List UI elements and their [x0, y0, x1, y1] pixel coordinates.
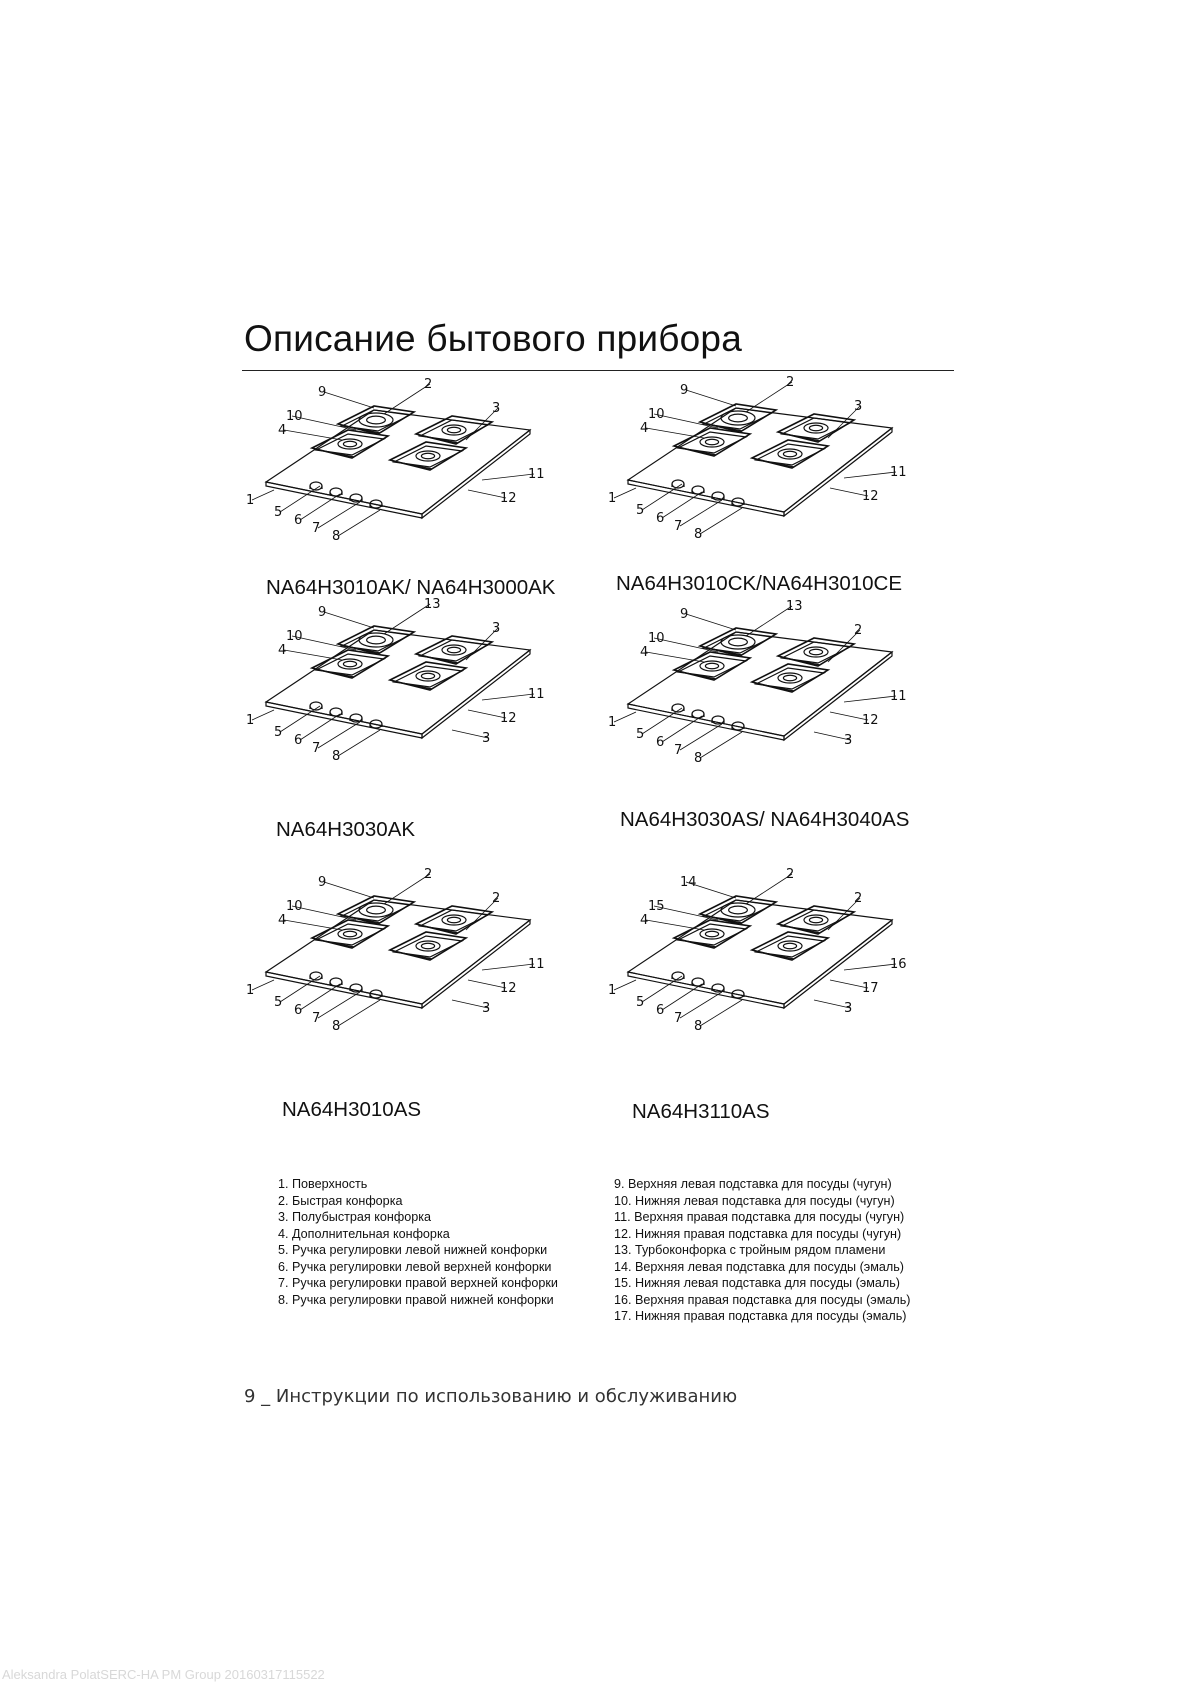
hob-drawing: [598, 375, 928, 578]
control-knob: [330, 488, 342, 496]
hob-surface-edge: [628, 972, 784, 1008]
pan-support-bar: [418, 925, 458, 933]
callout-leader: [284, 920, 342, 930]
watermark: Aleksandra PolatSERC-HA PM Group 20160317115522: [2, 1667, 325, 1682]
callout-leader: [844, 964, 896, 970]
callout-leader: [324, 882, 374, 898]
burner-ring: [804, 423, 828, 433]
callout-leader: [614, 980, 636, 990]
callout-leader: [680, 724, 722, 750]
callout-number: 8: [694, 527, 703, 542]
hob-surface-edge: [266, 972, 422, 1008]
callout-number: 11: [528, 957, 545, 972]
burner-cap: [367, 416, 386, 424]
model-label-2: NA64H3010CK/NA64H3010CE: [616, 572, 903, 595]
burner-cap: [367, 906, 386, 914]
burner-cap: [343, 441, 356, 447]
callout-leader: [300, 494, 340, 520]
callout-number: 5: [274, 995, 283, 1010]
callout-leader: [614, 712, 636, 722]
callout-number: 9: [318, 385, 327, 400]
callout-leader: [300, 984, 340, 1010]
burner-cap: [447, 917, 460, 923]
burner-cap: [783, 675, 796, 681]
callout-number: 2: [854, 891, 863, 906]
callout-leader: [662, 492, 702, 518]
burner-ring: [359, 903, 393, 917]
callout-number: 9: [680, 383, 689, 398]
callout-number: 6: [656, 511, 665, 526]
pan-support-bar: [754, 459, 794, 467]
burner-ring: [442, 645, 466, 655]
callout-number: 10: [286, 899, 303, 914]
legend-item: 10. Нижняя левая подставка для посуды (чугун): [614, 1193, 895, 1208]
callout-number: 3: [492, 621, 501, 636]
burner-ring: [338, 439, 362, 449]
burner-cap: [783, 943, 796, 949]
legend-item: 3. Полубыстрая конфорка: [278, 1210, 431, 1224]
callout-number: 4: [278, 913, 287, 928]
burner-cap: [809, 425, 822, 431]
callout-number: 5: [274, 505, 283, 520]
burner-cap: [421, 673, 434, 679]
callout-number: 4: [640, 645, 649, 660]
model-label-3: NA64H3030AK: [276, 818, 416, 841]
callout-leader: [318, 502, 360, 528]
callout-leader: [646, 920, 704, 930]
burner-ring: [804, 647, 828, 657]
pan-support-bar: [676, 939, 716, 947]
callout-number: 4: [640, 913, 649, 928]
callout-number: 5: [636, 995, 645, 1010]
hob-drawing: [598, 599, 928, 802]
page-footer: 9 _ Инструкции по использованию и обслуживанию: [244, 1386, 738, 1407]
burner-cap: [729, 906, 748, 914]
callout-number: 8: [332, 749, 341, 764]
legend-item: 1. Поверхность: [278, 1177, 368, 1191]
burner-cap: [343, 931, 356, 937]
legend-item: 5. Ручка регулировки левой нижней конфорки: [278, 1243, 548, 1257]
burner-cap: [705, 931, 718, 937]
control-knob: [692, 978, 704, 986]
pan-support-bar: [754, 683, 794, 691]
callout-number: 6: [656, 1003, 665, 1018]
model-label-6: NA64H3110AS: [632, 1100, 770, 1123]
legend-item: 9. Верхняя левая подставка для посуды (чугун): [614, 1177, 892, 1191]
callout-number: 9: [318, 875, 327, 890]
burner-ring: [804, 915, 828, 925]
callout-number: 16: [890, 957, 907, 972]
callout-number: 2: [424, 867, 433, 882]
burner-ring: [416, 941, 440, 951]
callout-number: 1: [608, 491, 617, 506]
callout-number: 2: [854, 623, 863, 638]
callout-number: 9: [680, 607, 689, 622]
callout-leader: [646, 652, 704, 662]
hob-drawing: [236, 597, 566, 800]
hob-surface-edge: [266, 702, 422, 738]
callout-leader: [338, 730, 380, 756]
burner-cap: [729, 638, 748, 646]
legend-item: 15. Нижняя левая подставка для посуды (эмаль): [614, 1276, 900, 1290]
callout-leader: [318, 722, 360, 748]
pan-support-bar: [314, 669, 354, 677]
callout-number: 3: [482, 1001, 491, 1016]
pan-support-bar: [314, 449, 354, 457]
callout-number: 10: [286, 409, 303, 424]
burner-ring: [700, 661, 724, 671]
hob-drawing: [598, 867, 928, 1070]
burner-ring: [778, 673, 802, 683]
legend-item: 13. Турбоконфорка с тройным рядом пламени: [614, 1243, 886, 1257]
legend-item: 17. Нижняя правая подставка для посуды (эмаль): [614, 1309, 907, 1323]
page-title: Описание бытового прибора: [244, 318, 742, 359]
legend-right: [614, 1176, 910, 1325]
callout-number: 15: [648, 899, 665, 914]
callout-leader: [300, 714, 340, 740]
callout-number: 8: [694, 751, 703, 766]
burner-ring: [721, 635, 755, 649]
burner-ring: [721, 903, 755, 917]
pan-support-bar: [780, 657, 820, 665]
legend-item: 2. Быстрая конфорка: [278, 1193, 403, 1208]
callout-number: 7: [312, 741, 321, 756]
callout-number: 3: [844, 1001, 853, 1016]
burner-ring: [700, 929, 724, 939]
callout-leader: [844, 472, 896, 478]
callout-number: 6: [656, 735, 665, 750]
pan-support-bar: [392, 681, 432, 689]
control-knob: [692, 710, 704, 718]
callout-leader: [318, 992, 360, 1018]
callout-leader: [662, 716, 702, 742]
callout-leader: [680, 992, 722, 1018]
callout-number: 7: [312, 1011, 321, 1026]
hob-figure-6: [598, 867, 928, 1070]
burner-cap: [783, 451, 796, 457]
legend-item: 12. Нижняя правая подставка для посуды (чугун): [614, 1226, 902, 1241]
pan-support-bar: [418, 655, 458, 663]
hob-figure-3: [236, 597, 566, 800]
pan-support-bar: [392, 461, 432, 469]
hob-figure-1: [236, 377, 566, 580]
pan-support-bar: [676, 671, 716, 679]
callout-leader: [680, 500, 722, 526]
callout-number: 3: [482, 731, 491, 746]
pan-support-bar: [676, 447, 716, 455]
callout-leader: [252, 490, 274, 500]
callout-number: 17: [862, 981, 879, 996]
burner-cap: [421, 453, 434, 459]
callout-number: 6: [294, 513, 303, 528]
legend-item: 14. Верхняя левая подставка для посуды (эмаль): [614, 1259, 904, 1274]
pan-support-bar: [780, 925, 820, 933]
hob-drawing: [236, 867, 566, 1070]
hob-surface-edge: [628, 704, 784, 740]
callout-number: 1: [608, 715, 617, 730]
hob-surface-edge: [628, 480, 784, 516]
pan-support-bar: [754, 951, 794, 959]
legend-left: [278, 1176, 558, 1308]
callout-leader: [844, 696, 896, 702]
burner-ring: [338, 929, 362, 939]
burner-cap: [447, 647, 460, 653]
callout-leader: [284, 650, 342, 660]
callout-leader: [614, 488, 636, 498]
hob-figure-4: [598, 599, 928, 802]
burner-cap: [705, 439, 718, 445]
burner-ring: [778, 449, 802, 459]
callout-number: 11: [528, 687, 545, 702]
callout-leader: [686, 614, 736, 630]
callout-number: 3: [854, 399, 863, 414]
callout-leader: [646, 428, 704, 438]
pan-support-bar: [780, 433, 820, 441]
callout-leader: [700, 1000, 742, 1026]
legend-item: 8. Ручка регулировки правой нижней конфорки: [278, 1292, 554, 1307]
callout-leader: [662, 984, 702, 1010]
burner-cap: [705, 663, 718, 669]
legend-item: 11. Верхняя правая подставка для посуды (чугун): [614, 1210, 905, 1224]
callout-number: 5: [636, 727, 645, 742]
control-knob: [330, 708, 342, 716]
legend-item: 4. Дополнительная конфорка: [278, 1226, 450, 1241]
burner-cap: [367, 636, 386, 644]
pan-support-bar: [418, 435, 458, 443]
callout-number: 1: [608, 983, 617, 998]
hob-figure-2: [598, 375, 928, 578]
callout-number: 8: [332, 1019, 341, 1034]
callout-number: 12: [862, 713, 879, 728]
callout-number: 11: [890, 689, 907, 704]
hob-figure-5: [236, 867, 566, 1070]
callout-number: 8: [694, 1019, 703, 1034]
legend-item: 6. Ручка регулировки левой верхней конфорки: [278, 1259, 552, 1274]
callout-number: 6: [294, 733, 303, 748]
burner-cap: [809, 917, 822, 923]
burner-ring: [721, 411, 755, 425]
callout-number: 5: [274, 725, 283, 740]
burner-ring: [442, 915, 466, 925]
callout-number: 6: [294, 1003, 303, 1018]
callout-number: 3: [844, 733, 853, 748]
callout-number: 11: [890, 465, 907, 480]
legend-item: 7. Ручка регулировки правой верхней конфорки: [278, 1276, 558, 1290]
burner-cap: [447, 427, 460, 433]
burner-cap: [343, 661, 356, 667]
pan-support-bar: [314, 939, 354, 947]
callout-number: 3: [492, 401, 501, 416]
burner-ring: [359, 413, 393, 427]
callout-leader: [252, 980, 274, 990]
callout-number: 12: [500, 491, 517, 506]
burner-ring: [778, 941, 802, 951]
callout-number: 13: [424, 597, 441, 612]
burner-ring: [442, 425, 466, 435]
callout-number: 7: [674, 1011, 683, 1026]
callout-number: 2: [492, 891, 501, 906]
control-knob: [330, 978, 342, 986]
callout-number: 7: [674, 519, 683, 534]
burner-cap: [809, 649, 822, 655]
callout-leader: [482, 694, 534, 700]
callout-leader: [338, 1000, 380, 1026]
callout-number: 10: [286, 629, 303, 644]
callout-number: 5: [636, 503, 645, 518]
callout-leader: [284, 430, 342, 440]
callout-number: 12: [500, 711, 517, 726]
callout-number: 4: [640, 421, 649, 436]
callout-leader: [700, 508, 742, 534]
callout-leader: [700, 732, 742, 758]
control-knob: [692, 486, 704, 494]
callout-number: 10: [648, 407, 665, 422]
callout-number: 10: [648, 631, 665, 646]
callout-number: 2: [786, 375, 795, 390]
callout-number: 12: [862, 489, 879, 504]
callout-number: 11: [528, 467, 545, 482]
callout-number: 7: [674, 743, 683, 758]
callout-leader: [338, 510, 380, 536]
hob-drawing: [236, 377, 566, 580]
callout-number: 2: [786, 867, 795, 882]
burner-ring: [416, 451, 440, 461]
callout-number: 13: [786, 599, 803, 614]
callout-number: 4: [278, 423, 287, 438]
callout-leader: [324, 392, 374, 408]
callout-leader: [324, 612, 374, 628]
burner-ring: [416, 671, 440, 681]
burner-cap: [421, 943, 434, 949]
callout-leader: [686, 390, 736, 406]
burner-cap: [729, 414, 748, 422]
callout-leader: [482, 474, 534, 480]
pan-support-bar: [392, 951, 432, 959]
hob-surface-edge: [266, 482, 422, 518]
burner-ring: [338, 659, 362, 669]
callout-number: 1: [246, 983, 255, 998]
burner-ring: [359, 633, 393, 647]
callout-number: 9: [318, 605, 327, 620]
model-label-5: NA64H3010AS: [282, 1098, 422, 1121]
callout-leader: [252, 710, 274, 720]
callout-number: 14: [680, 875, 697, 890]
title-divider: [242, 370, 954, 371]
callout-number: 7: [312, 521, 321, 536]
callout-number: 8: [332, 529, 341, 544]
callout-number: 12: [500, 981, 517, 996]
callout-number: 1: [246, 713, 255, 728]
callout-number: 4: [278, 643, 287, 658]
model-label-1: NA64H3010AK/ NA64H3000AK: [266, 576, 556, 599]
callout-number: 2: [424, 377, 433, 392]
burner-ring: [700, 437, 724, 447]
callout-leader: [482, 964, 534, 970]
legend-item: 16. Верхняя правая подставка для посуды (эмаль): [614, 1292, 911, 1307]
model-label-4: NA64H3030AS/ NA64H3040AS: [620, 808, 910, 831]
callout-number: 1: [246, 493, 255, 508]
